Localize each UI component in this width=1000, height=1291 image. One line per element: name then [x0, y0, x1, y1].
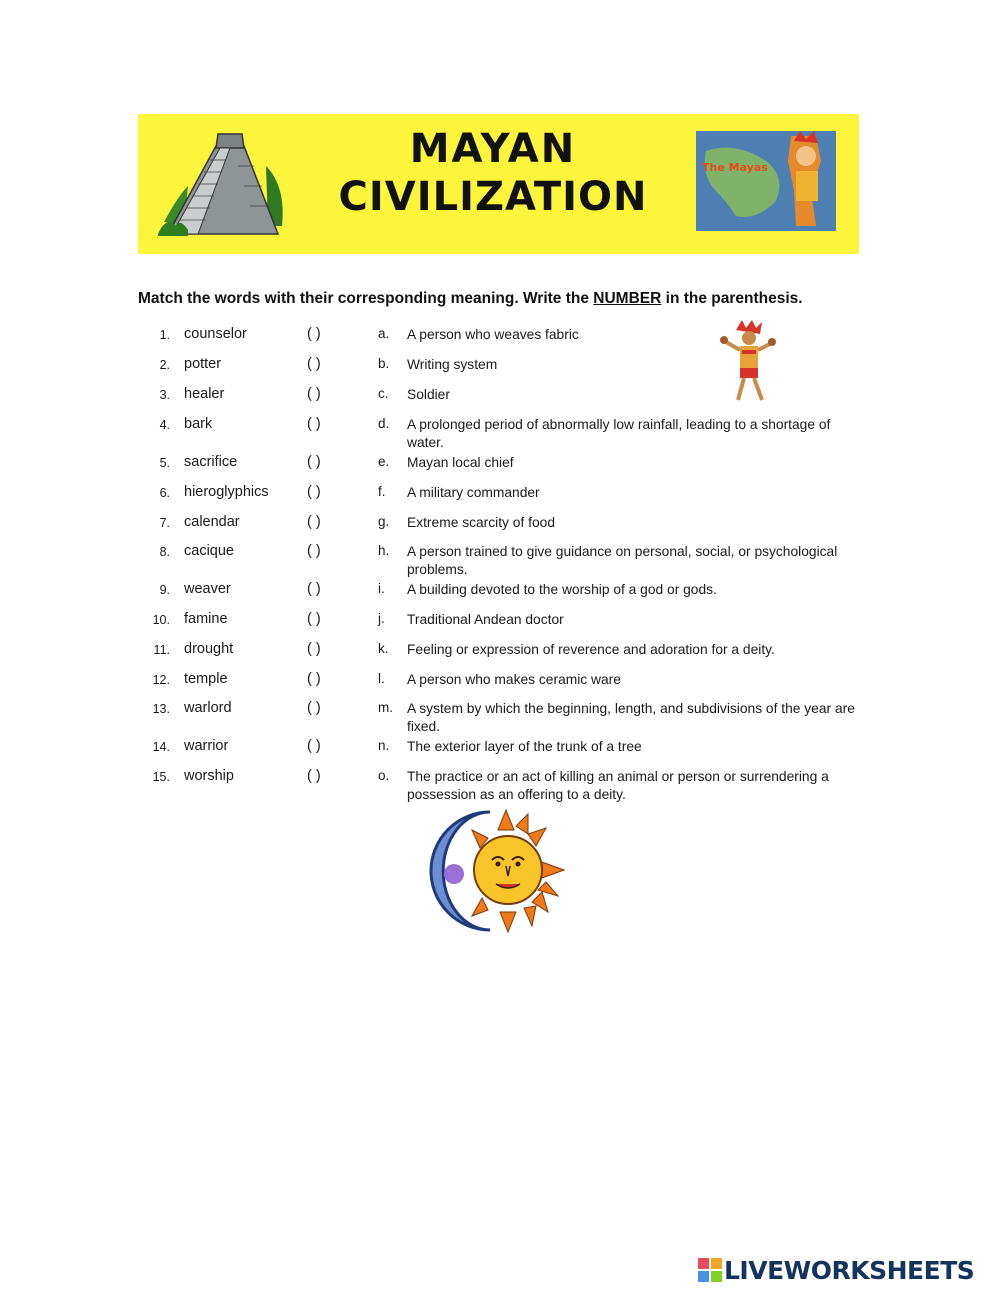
item-number: 1. — [159, 328, 170, 342]
sun-moon-illustration — [428, 808, 568, 934]
title-banner — [138, 114, 859, 254]
answer-blank[interactable]: ( ) — [307, 543, 321, 559]
meaning-letter: o. — [378, 768, 390, 783]
item-word: famine — [184, 611, 228, 627]
item-word: hieroglyphics — [184, 484, 269, 500]
answer-blank[interactable]: ( ) — [307, 671, 321, 687]
item-number: 3. — [159, 388, 170, 402]
meaning-letter: e. — [378, 454, 390, 469]
meaning-letter: m. — [378, 700, 393, 715]
item-number: 2. — [159, 358, 170, 372]
meaning-text: Soldier — [407, 387, 450, 402]
item-number: 4. — [159, 418, 170, 432]
item-word: worship — [184, 768, 234, 784]
meaning-text: Mayan local chief — [407, 455, 514, 470]
banner-title — [298, 128, 688, 218]
mayas-image-label: The Mayas — [702, 161, 768, 174]
answer-blank[interactable]: ( ) — [307, 738, 321, 754]
meaning-text: A system by which the beginning, length, and subdivisions of the year are fixed. — [407, 701, 855, 734]
item-word: calendar — [184, 514, 240, 530]
item-word: potter — [184, 356, 222, 372]
liveworksheets-wordmark: LIVEWORKSHEETS — [724, 1256, 975, 1285]
instruction-before: Match the words with their corresponding meaning. Write the — [138, 290, 594, 307]
item-word: counselor — [184, 326, 247, 342]
answer-blank[interactable]: ( ) — [307, 326, 321, 342]
item-number: 10. — [152, 613, 170, 627]
banner-title-line1: MAYAN — [409, 126, 577, 172]
item-number: 14. — [152, 740, 170, 754]
item-word: sacrifice — [184, 454, 238, 470]
meaning-text: The exterior layer of the trunk of a tree — [407, 739, 642, 754]
meaning-letter: a. — [378, 326, 390, 341]
meaning-letter: k. — [378, 641, 389, 656]
meaning-text: Feeling or expression of reverence and adoration for a deity. — [407, 642, 775, 657]
answer-blank[interactable]: ( ) — [307, 641, 321, 657]
meaning-letter: i. — [378, 581, 385, 596]
item-number: 12. — [152, 673, 170, 687]
item-number: 5. — [159, 456, 170, 470]
meaning-text: A person who weaves fabric — [407, 327, 579, 342]
item-word: healer — [184, 386, 225, 402]
mayas-map-illustration — [696, 131, 836, 231]
item-number: 8. — [159, 545, 170, 559]
answer-blank[interactable]: ( ) — [307, 768, 321, 784]
item-word: cacique — [184, 543, 234, 559]
liveworksheets-badge-icon — [698, 1258, 722, 1282]
answer-blank[interactable]: ( ) — [307, 454, 321, 470]
meaning-letter: l. — [378, 671, 385, 686]
meaning-letter: b. — [378, 356, 390, 371]
meaning-letter: c. — [378, 386, 389, 401]
item-word: weaver — [184, 581, 231, 597]
item-number: 6. — [159, 486, 170, 500]
meaning-text: Traditional Andean doctor — [407, 612, 564, 627]
meaning-text: A person who makes ceramic ware — [407, 672, 621, 687]
meaning-letter: n. — [378, 738, 390, 753]
meaning-text: A prolonged period of abnormally low rainfall, leading to a shortage of water. — [407, 417, 831, 450]
item-word: warlord — [184, 700, 232, 716]
meaning-text: Extreme scarcity of food — [407, 515, 555, 530]
meaning-letter: j. — [378, 611, 385, 626]
item-word: bark — [184, 416, 213, 432]
meaning-letter: d. — [378, 416, 390, 431]
item-word: drought — [184, 641, 234, 657]
item-number: 15. — [152, 770, 170, 784]
meaning-text: The practice or an act of killing an animal or person or surrendering a possession as an offering to a deity. — [407, 769, 829, 802]
meaning-text: A military commander — [407, 485, 540, 500]
mayan-dancer-illustration — [718, 320, 780, 406]
item-number: 13. — [152, 702, 170, 716]
item-number: 7. — [159, 516, 170, 530]
item-word: warrior — [184, 738, 229, 754]
instruction-after: in the parenthesis. — [661, 290, 803, 307]
meaning-text: A building devoted to the worship of a god or gods. — [407, 582, 717, 597]
meaning-letter: f. — [378, 484, 386, 499]
meaning-letter: g. — [378, 514, 390, 529]
answer-blank[interactable]: ( ) — [307, 514, 321, 530]
answer-blank[interactable]: ( ) — [307, 611, 321, 627]
item-word: temple — [184, 671, 228, 687]
pyramid-illustration — [158, 126, 288, 236]
answer-blank[interactable]: ( ) — [307, 581, 321, 597]
item-number: 9. — [159, 583, 170, 597]
answer-blank[interactable]: ( ) — [307, 700, 321, 716]
answer-blank[interactable]: ( ) — [307, 484, 321, 500]
instruction-underlined: NUMBER — [593, 290, 662, 307]
item-number: 11. — [153, 643, 170, 657]
answer-blank[interactable]: ( ) — [307, 356, 321, 372]
meaning-text: A person trained to give guidance on personal, social, or psychological problems. — [407, 544, 838, 577]
meaning-letter: h. — [378, 543, 390, 558]
banner-title-line2: CIVILIZATION — [338, 174, 648, 220]
answer-blank[interactable]: ( ) — [307, 386, 321, 402]
instruction-text — [138, 290, 803, 308]
answer-blank[interactable]: ( ) — [307, 416, 321, 432]
meaning-text: Writing system — [407, 357, 498, 372]
